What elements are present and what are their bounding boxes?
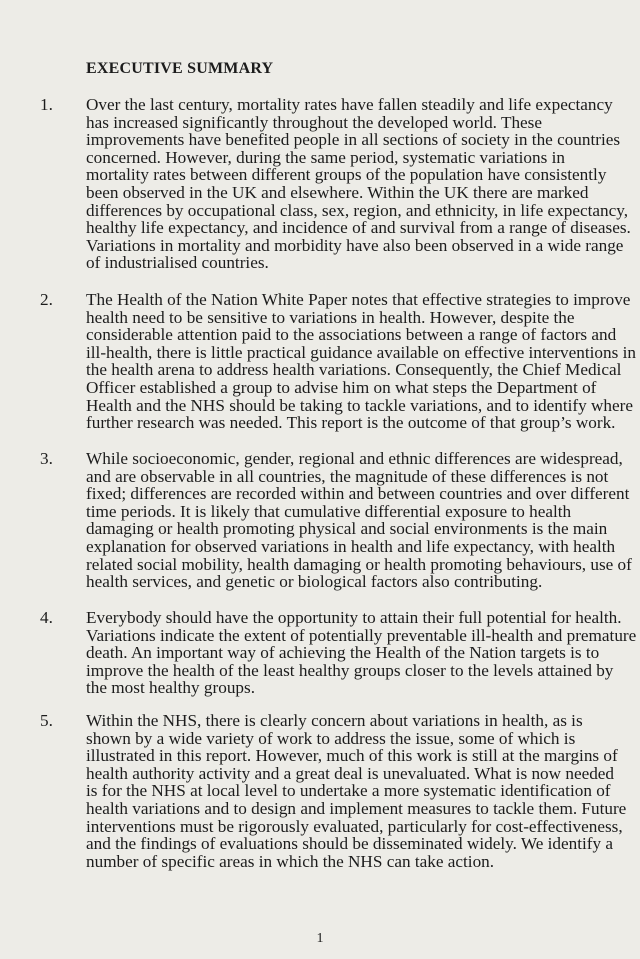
text-line: mortality rates between different groups of the population have consistently (86, 165, 607, 185)
paragraph-text (86, 449, 632, 592)
text-line: ill-health, there is little practical guidance available on effective interventions in (86, 342, 636, 362)
paragraph-number: 3. (40, 449, 53, 468)
text-line: number of specific areas in which the NHS can take action. (86, 851, 495, 871)
text-line: and the findings of evaluations should be disseminated widely. We identify a (86, 834, 614, 854)
text-line: shown by a wide variety of work to address the issue, some of which is (86, 728, 576, 748)
text-line: further research was needed. This report is the outcome of that group’s work. (86, 413, 616, 433)
paragraph-number: 1. (40, 95, 53, 114)
text-line: the most healthy groups. (86, 678, 255, 698)
text-line: Health and the NHS should be taking to tackle variations, and to identify where (86, 395, 633, 415)
text-line: Everybody should have the opportunity to attain their full potential for health. (86, 608, 622, 627)
text-line: health variations and to design and implement measures to tackle them. Future (86, 798, 627, 818)
paragraph-number: 4. (40, 608, 53, 627)
text-line: interventions must be rigorously evaluated, particularly for cost-effectiveness, (86, 816, 623, 836)
text-line: improve the health of the least healthy groups closer to the levels attained by (86, 660, 614, 680)
text-line: Variations in mortality and morbidity have also been observed in a wide range (86, 235, 624, 255)
text-line: health authority activity and a great deal is unevaluated. What is now needed (86, 763, 615, 783)
text-line: Over the last century, mortality rates have fallen steadily and life expectancy (86, 95, 613, 114)
text-line: The Health of the Nation White Paper notes that effective strategies to improve (86, 290, 631, 309)
text-line: health services, and genetic or biological factors also contributing. (86, 572, 543, 592)
text-line: is for the NHS at local level to undertake a more systematic identification of (86, 781, 611, 801)
text-line: health need to be sensitive to variations in health. However, despite the (86, 307, 575, 327)
page-number: 1 (316, 931, 324, 946)
text-line: the health arena to address health variations. Consequently, the Chief Medical (86, 360, 622, 380)
section-heading: EXECUTIVE SUMMARY (86, 60, 274, 77)
text-line: damaging or health promoting physical and social environments is the main (86, 519, 608, 539)
paragraph-text (86, 290, 636, 433)
text-line: death. An important way of achieving the Health of the Nation targets is to (86, 643, 600, 663)
text-line: has increased significantly throughout the developed world. These (86, 112, 542, 132)
text-line: While socioeconomic, gender, regional and ethnic differences are widespread, (86, 449, 623, 468)
text-line: considerable attention paid to the associations between a range of factors and (86, 325, 617, 345)
text-line: explanation for observed variations in health and life expectancy, with health (86, 536, 616, 556)
paragraph-number: 5. (40, 711, 53, 730)
text-line: Officer established a group to advise him on what steps the Department of (86, 377, 597, 397)
text-line: been observed in the UK and elsewhere. Within the UK there are marked (86, 182, 589, 202)
text-line: of industrialised countries. (86, 253, 269, 273)
text-line: and are observable in all countries, the magnitude of these differences is not (86, 466, 609, 486)
paragraph-text (86, 608, 637, 698)
text-line: concerned. However, during the same period, systematic variations in (86, 147, 565, 167)
text-line: related social mobility, health damaging or health promoting behaviours, use of (86, 554, 632, 574)
text-line: differences by occupational class, sex, region, and ethnicity, in life expectancy, (86, 200, 628, 220)
text-line: Variations indicate the extent of potentially preventable ill-health and premature (86, 625, 637, 645)
text-line: illustrated in this report. However, much of this work is still at the margins of (86, 746, 618, 766)
paragraph-text (86, 95, 631, 273)
text-line: improvements have benefited people in all sections of society in the countries (86, 130, 621, 150)
text-line: time periods. It is likely that cumulative differential exposure to health (86, 501, 572, 521)
text-line: fixed; differences are recorded within and between countries and over different (86, 484, 630, 504)
text-line: healthy life expectancy, and incidence of and survival from a range of diseases. (86, 218, 631, 238)
paragraph-number: 2. (40, 290, 53, 309)
text-line: Within the NHS, there is clearly concern about variations in health, as is (86, 711, 583, 730)
paragraph-text (86, 711, 627, 871)
